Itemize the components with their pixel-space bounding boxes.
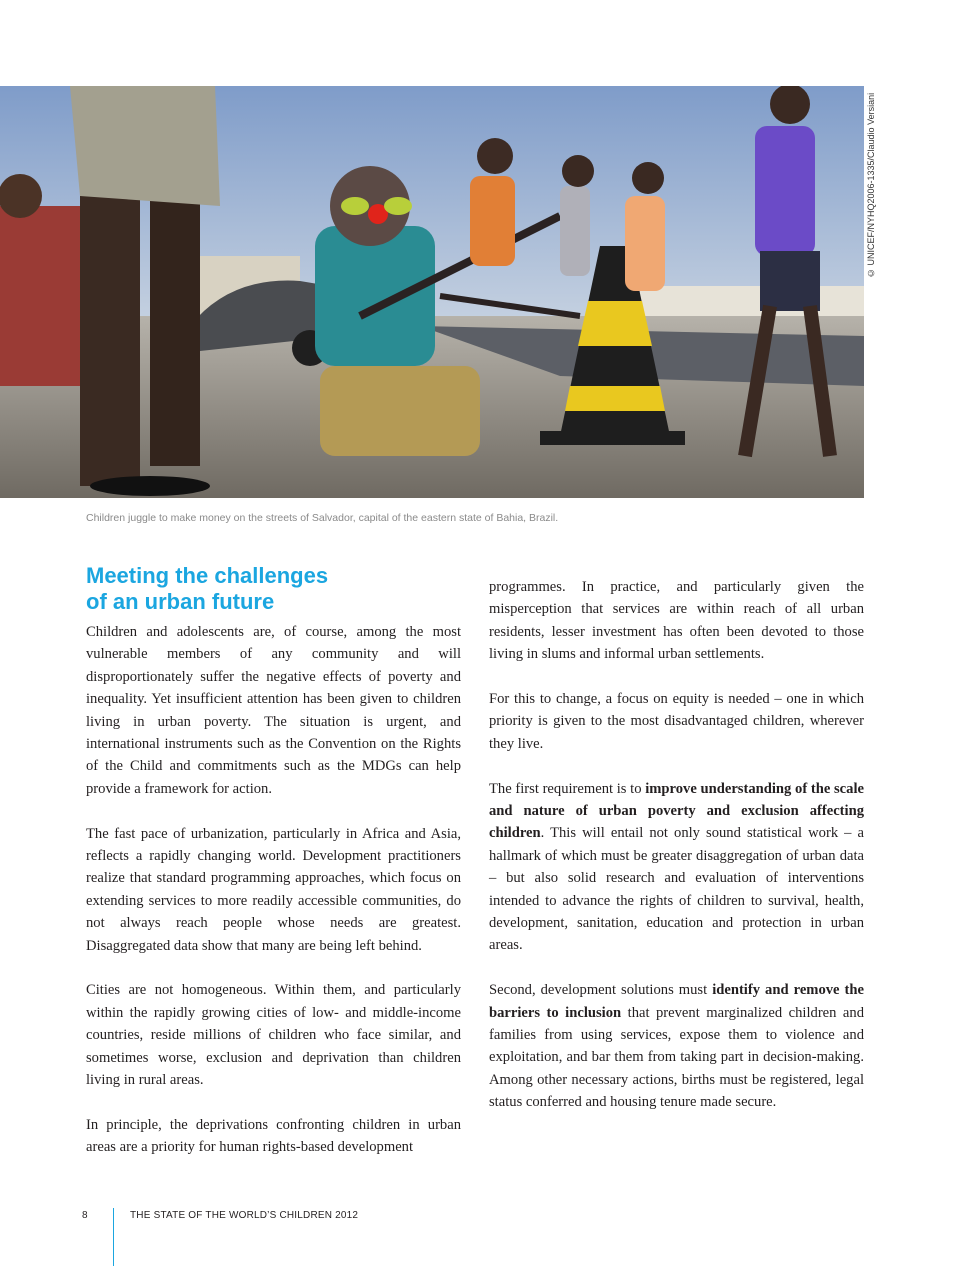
- page-number: 8: [82, 1210, 88, 1221]
- paragraph-4: In principle, the deprivations confronting children in urban areas are a priority for human rights-based development: [86, 1116, 461, 1156]
- photo-caption: Children juggle to make money on the streets of Salvador, capital of the eastern state of Bahia, Brazil.: [86, 512, 559, 524]
- paragraph-7-rest: that prevent marginalized children and families from using services, expose them to violence and exploitation, and bar them from taking part in decision-making. Among other necessary actions, births must be registered, legal status conferred and housing tenure made secure.: [489, 1004, 865, 1111]
- paragraph-5: For this to change, a focus on equity is needed – one in which priority is given to the most disadvantaged children, wherever they live.: [489, 691, 864, 752]
- children-juggling-illustration: [0, 86, 864, 498]
- paragraph-7-intro: Second, development solutions must: [489, 982, 713, 999]
- paragraph-6-rest: . This will entail not only sound statistical work – a hallmark of which must be greater disaggregation of urban data – but also solid research and evaluation of interventions intended to advance the rights of children to survival, health, development, sanitation, education and protection in urban areas.: [489, 825, 864, 954]
- street-photo: [0, 86, 864, 498]
- heading-line-1: Meeting the challenges: [86, 563, 329, 588]
- paragraph-2: The fast pace of urbanization, particularly in Africa and Asia, reflects a rapidly changing world. Development practitioners realize that standard programming approaches, which focus on extending services to more readily accessible communities, do not always reach people whose needs are greatest. Disaggregated data show that many are being left behind.: [86, 825, 461, 954]
- paragraph-6-emphasis: improve understanding of the scale and nature of urban poverty and exclusion affecting children: [489, 780, 864, 842]
- right-column: [489, 576, 864, 1136]
- paragraph-3: Cities are not homogeneous. Within them, and particularly within the rapidly growing cities of low- and middle-income countries, reside millions of children who face similar, and sometimes worse, exclusion and deprivation than children living in rural areas.: [86, 982, 461, 1089]
- footer-divider: [113, 1208, 114, 1266]
- paragraph-4-continued: programmes. In practice, and particularly given the misperception that services are within reach of all urban residents, lesser investment has often been devoted to those living in slums and informal urban settlements.: [489, 579, 864, 663]
- left-column: [86, 621, 461, 1181]
- paragraph-7-emphasis: identify and remove the barriers to inclusion: [489, 982, 864, 1021]
- photo-credit: © UNICEF/NYHQ2006-1335/Claudio Versiani: [866, 92, 876, 278]
- heading-line-2: of an urban future: [86, 589, 275, 614]
- paragraph-7: [489, 979, 864, 1113]
- section-heading: [86, 563, 466, 615]
- paragraph-6: [489, 778, 864, 957]
- paragraph-1: Children and adolescents are, of course, among the most vulnerable members of any community and will disproportionately suffer the negative effects of poverty and inequality. Yet insufficient attention has been given to children living in urban poverty. The situation is urgent, and international instruments such as the Convention on the Rights of the Child and commitments such as the MDGs can help provide a framework for action.: [86, 624, 461, 797]
- paragraph-6-intro: The first requirement is to: [489, 780, 646, 797]
- publication-title: THE STATE OF THE WORLD’S CHILDREN 2012: [130, 1210, 359, 1221]
